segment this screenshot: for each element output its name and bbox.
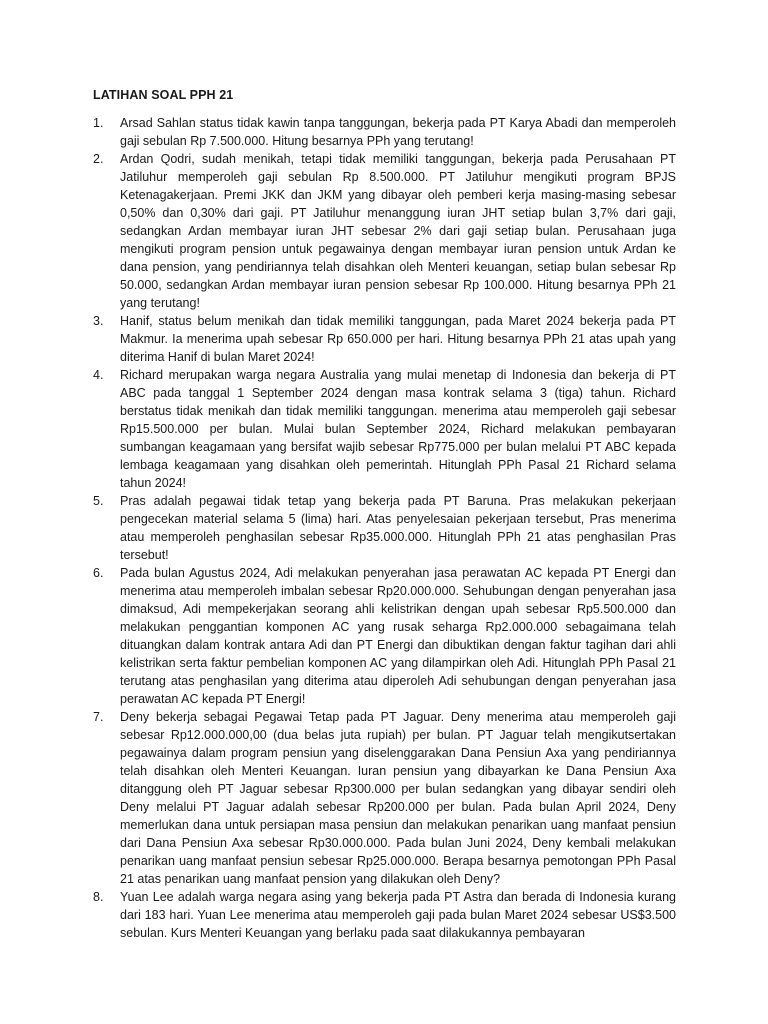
list-item (93, 366, 676, 492)
question-number: 6. (93, 566, 104, 580)
list-item (93, 888, 676, 942)
question-number: 1. (93, 116, 104, 130)
question-text: Pras adalah pegawai tidak tetap yang bekerja pada PT Baruna. Pras melakukan pekerjaan pengecekan material selama 5 (lima) hari. Atas penyelesaian pekerjaan tersebut, Pras menerima atau memperoleh penghasilan sebesar Rp35.000.000. Hitunglah PPh 21 atas penghasilan Pras tersebut! (120, 494, 676, 562)
question-text: Yuan Lee adalah warga negara asing yang bekerja pada PT Astra dan berada di Indonesia kurang dari 183 hari. Yuan Lee menerima atau memperoleh gaji pada bulan Maret 2024 sebesar US$3.500 sebulan. Kurs Menteri Keuangan yang berlaku pada saat dilakukannya pembayaran (120, 890, 676, 940)
list-item (93, 708, 676, 888)
list-item (93, 492, 676, 564)
list-item (93, 312, 676, 366)
question-number: 3. (93, 314, 104, 328)
question-text: Deny bekerja sebagai Pegawai Tetap pada PT Jaguar. Deny menerima atau memperoleh gaji sebesar Rp12.000.000,00 (dua belas juta rupiah) per bulan. PT Jaguar telah mengikutsertakan pegawainya dalam program pensiun yang diselenggarakan Dana Pensiun Axa yang pendiriannya telah disahkan oleh Menteri Keuangan. Iuran pensiun yang dibayarkan ke Dana Pensiun Axa ditanggung oleh PT Jaguar sebesar Rp300.000 per bulan sedangkan yang dibayar sendiri oleh Deny melalui PT Jaguar adalah sebesar Rp200.000 per bulan. Pada bulan April 2024, Deny memerlukan dana untuk persiapan masa pensiun dan melakukan penarikan uang manfaat pensiun dari Dana Pensiun Axa sebesar Rp30.000.000. Pada bulan Juni 2024, Deny kembali melakukan penarikan uang manfaat pensiun sebesar Rp25.000.000. Berapa besarnya pemotongan PPh Pasal 21 atas penarikan uang manfaat pension yang dilakukan oleh Deny? (120, 710, 676, 886)
question-number: 4. (93, 368, 104, 382)
list-item (93, 564, 676, 708)
list-item (93, 150, 676, 312)
question-number: 7. (93, 710, 104, 724)
question-text: Arsad Sahlan status tidak kawin tanpa tanggungan, bekerja pada PT Karya Abadi dan memperoleh gaji sebulan Rp 7.500.000. Hitung besarnya PPh yang terutang! (120, 116, 676, 148)
question-number: 8. (93, 890, 104, 904)
question-text: Pada bulan Agustus 2024, Adi melakukan penyerahan jasa perawatan AC kepada PT Energi dan menerima atau memperoleh imbalan sebesar Rp20.000.000. Sehubungan dengan penyerahan jasa dimaksud, Adi mempekerjakan seorang ahli kelistrikan dengan upah sebesar Rp5.500.000 dan melakukan penggantian komponen AC yang rusak seharga Rp2.000.000 sebagaimana telah dituangkan dalam kontrak antara Adi dan PT Energi dan dibuktikan dengan faktur tagihan dari ahli kelistrikan serta faktur pembelian komponen AC yang dilampirkan oleh Adi. Hitunglah PPh Pasal 21 terutang atas penghasilan yang diterima atau diperoleh Adi sehubungan dengan penyerahan jasa perawatan AC kepada PT Energi! (120, 566, 676, 706)
question-list (93, 114, 676, 942)
document-title: LATIHAN SOAL PPH 21 (93, 88, 234, 102)
question-number: 5. (93, 494, 104, 508)
question-number: 2. (93, 152, 104, 166)
list-item (93, 114, 676, 150)
question-text: Hanif, status belum menikah dan tidak memiliki tanggungan, pada Maret 2024 bekerja pada PT Makmur. Ia menerima upah sebesar Rp 650.000 per hari. Hitung besarnya PPh 21 atas upah yang diterima Hanif di bulan Maret 2024! (120, 314, 676, 364)
question-text: Ardan Qodri, sudah menikah, tetapi tidak memiliki tanggungan, bekerja pada Perusahaan PT Jatiluhur memperoleh gaji sebulan Rp 8.500.000. PT Jatiluhur mengikuti program BPJS Ketenagakerjaan. Premi JKK dan JKM yang dibayar oleh pemberi kerja masing-masing sebesar 0,50% dan 0,30% dari gaji. PT Jatiluhur menanggung iuran JHT setiap bulan 3,7% dari gaji, sedangkan Ardan membayar iuran JHT sebesar 2% dari gaji setiap bulan. Perusahaan juga mengikuti program pension untuk pegawainya dengan membayar iuran pension untuk Ardan ke dana pension, yang pendiriannya telah disahkan oleh Menteri keuangan, setiap bulan sebesar Rp 50.000, sedangkan Ardan membayar iuran pension sebesar Rp 100.000. Hitung besarnya PPh 21 yang terutang! (120, 152, 676, 310)
question-text: Richard merupakan warga negara Australia yang mulai menetap di Indonesia dan bekerja di PT ABC pada tanggal 1 September 2024 dengan masa kontrak selama 3 (tiga) tahun. Richard berstatus tidak menikah dan tidak memiliki tanggungan. menerima atau memperoleh gaji sebesar Rp15.500.000 per bulan. Mulai bulan September 2024, Richard melakukan pembayaran sumbangan keagamaan yang bersifat wajib sebesar Rp775.000 per bulan melalui PT ABC kepada lembaga keagamaan yang disahkan oleh pemerintah. Hitunglah PPh Pasal 21 Richard selama tahun 2024! (120, 368, 676, 490)
